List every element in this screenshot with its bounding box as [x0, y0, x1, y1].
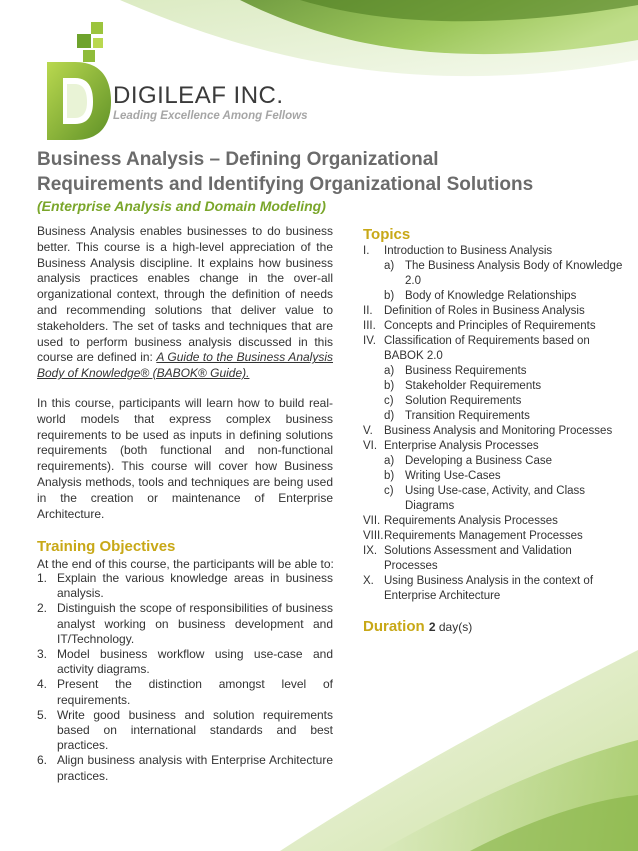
topic-number: II. — [363, 305, 373, 317]
objective-number: 2. — [37, 601, 48, 616]
objective-text: Present the distinction amongst level of requirements. — [57, 677, 333, 707]
objective-number: 4. — [37, 677, 48, 692]
topic-text: Body of Knowledge Relationships — [405, 290, 577, 302]
topic-number: V. — [363, 425, 373, 437]
company-name: DIGILEAF INC. — [113, 82, 284, 109]
objective-item — [37, 753, 333, 783]
objective-item — [37, 571, 333, 601]
topic-text: Business Analysis and Monitoring Processes — [384, 425, 613, 437]
subtopic-item — [363, 409, 623, 424]
objective-item — [37, 708, 333, 754]
topic-number: VIII. — [363, 530, 384, 542]
objective-item — [37, 647, 333, 677]
title-line-2: Requirements and Identifying Organizational Solutions — [37, 174, 534, 195]
subtopic-letter: d) — [384, 410, 395, 422]
topic-number: IV. — [363, 335, 377, 347]
subtopic-item — [363, 484, 623, 514]
topic-text: Stakeholder Requirements — [405, 380, 542, 392]
subtopic-letter: c) — [384, 395, 394, 407]
topic-number: VII. — [363, 515, 381, 527]
topic-text: Business Requirements — [405, 365, 527, 377]
subtopic-item — [363, 454, 623, 469]
digileaf-logo-icon — [45, 22, 115, 142]
objective-text: Write good business and solution requirements based on international standards and best practices. — [57, 707, 333, 753]
duration-section — [363, 618, 472, 635]
subtopic-letter: a) — [384, 455, 395, 467]
objective-text: Explain the various knowledge areas in business analysis. — [57, 571, 333, 601]
objective-text: Align business analysis with Enterprise Architecture practices. — [57, 753, 333, 783]
topic-item — [363, 544, 623, 574]
subtopic-letter: b) — [384, 290, 395, 302]
topic-text: Introduction to Business Analysis — [384, 245, 553, 257]
intro-paragraph — [37, 224, 333, 382]
objective-item — [37, 677, 333, 707]
topic-item — [363, 334, 623, 364]
duration-value-wrap — [429, 620, 472, 634]
topics-heading: Topics — [363, 226, 411, 243]
duration-unit: day(s) — [438, 620, 473, 634]
intro-text: Business Analysis enables businesses to do business better. This course is a high-level appreciation of the Business Analysis discipline. It explains how business analysis practices enables change in the over-all organizational context, through the definition of needs and recommending solutions that deliver value to stakeholders. The set of tasks and techniques that are used to perform business analysis discussed in this course are defined in: — [37, 224, 333, 365]
objective-number: 3. — [37, 647, 48, 662]
topic-number: IX. — [363, 545, 378, 557]
topic-text: Concepts and Principles of Requirements — [384, 320, 596, 332]
intro-paragraph-2: In this course, participants will learn how to build real-world models that express complex business requirements to be used as inputs in defining solutions requirements (both functional and non-functional requirements). This course will cover how Business Analysis methods, tools and techniques are being used in the creation or maintenance of Enterprise Architecture. — [37, 396, 333, 521]
topic-item — [363, 574, 623, 604]
topic-number: III. — [363, 320, 376, 332]
subtopic-item — [363, 364, 623, 379]
objectives-list — [37, 571, 333, 784]
topic-text: Classification of Requirements based on BABOK 2.0 — [384, 335, 590, 362]
subtopic-item — [363, 394, 623, 409]
topics-list — [363, 244, 623, 604]
topic-text: Enterprise Analysis Processes — [384, 440, 539, 452]
subtopic-item — [363, 259, 623, 289]
duration-value: 2 — [428, 620, 436, 634]
objective-number: 5. — [37, 707, 48, 722]
objective-text: Model business workflow using use-case and activity diagrams. — [57, 647, 333, 677]
subtopic-item — [363, 289, 623, 304]
subtopic-item — [363, 469, 623, 484]
topic-text: Developing a Business Case — [405, 455, 553, 467]
title-line-1: Business Analysis – Defining Organizational — [37, 149, 439, 170]
training-objectives-heading: Training Objectives — [37, 538, 176, 555]
topic-item — [363, 439, 623, 454]
topic-text: Using Business Analysis in the context of Enterprise Architecture — [384, 575, 594, 602]
topic-text: The Business Analysis Body of Knowledge 2.0 — [405, 260, 623, 287]
subtopic-letter: a) — [384, 365, 395, 377]
duration-label: Duration — [363, 618, 425, 635]
topic-text: Solution Requirements — [405, 395, 522, 407]
topic-item — [363, 319, 623, 334]
topic-text: Requirements Analysis Processes — [384, 515, 558, 527]
topic-number: I. — [363, 245, 370, 257]
subtopic-letter: b) — [384, 380, 395, 392]
topic-text: Definition of Roles in Business Analysis — [384, 305, 585, 317]
topic-item — [363, 514, 623, 529]
objective-item — [37, 601, 333, 647]
topic-text: Writing Use-Cases — [405, 470, 501, 482]
topic-item — [363, 244, 623, 259]
topic-item — [363, 529, 623, 544]
page-title — [37, 147, 617, 197]
topic-number: X. — [363, 575, 374, 587]
subtopic-item — [363, 379, 623, 394]
company-logo — [45, 22, 315, 142]
objective-number: 1. — [37, 571, 48, 585]
babok-guide-link[interactable]: A Guide to the Business Analysis Body of Knowledge® (BABOK® Guide). — [37, 350, 333, 381]
training-intro: At the end of this course, the participants will be able to: — [37, 557, 334, 571]
topic-text: Solutions Assessment and Validation Processes — [384, 545, 572, 572]
topic-number: VI. — [363, 440, 378, 452]
topic-text: Using Use-case, Activity, and Class Diagrams — [405, 485, 586, 512]
subtopic-letter: a) — [384, 260, 395, 272]
page-subtitle: (Enterprise Analysis and Domain Modeling) — [37, 198, 326, 214]
company-tagline: Leading Excellence Among Fellows — [113, 110, 308, 122]
topic-text: Requirements Management Processes — [384, 530, 583, 542]
objective-number: 6. — [37, 753, 48, 768]
course-description — [37, 224, 333, 521]
topic-item — [363, 304, 623, 319]
topic-item — [363, 424, 623, 439]
objective-text: Distinguish the scope of responsibilities of business analyst working on business development and IT/Technology. — [57, 601, 333, 646]
subtopic-letter: b) — [384, 470, 395, 482]
subtopic-letter: c) — [384, 485, 394, 497]
topic-text: Transition Requirements — [405, 410, 530, 422]
